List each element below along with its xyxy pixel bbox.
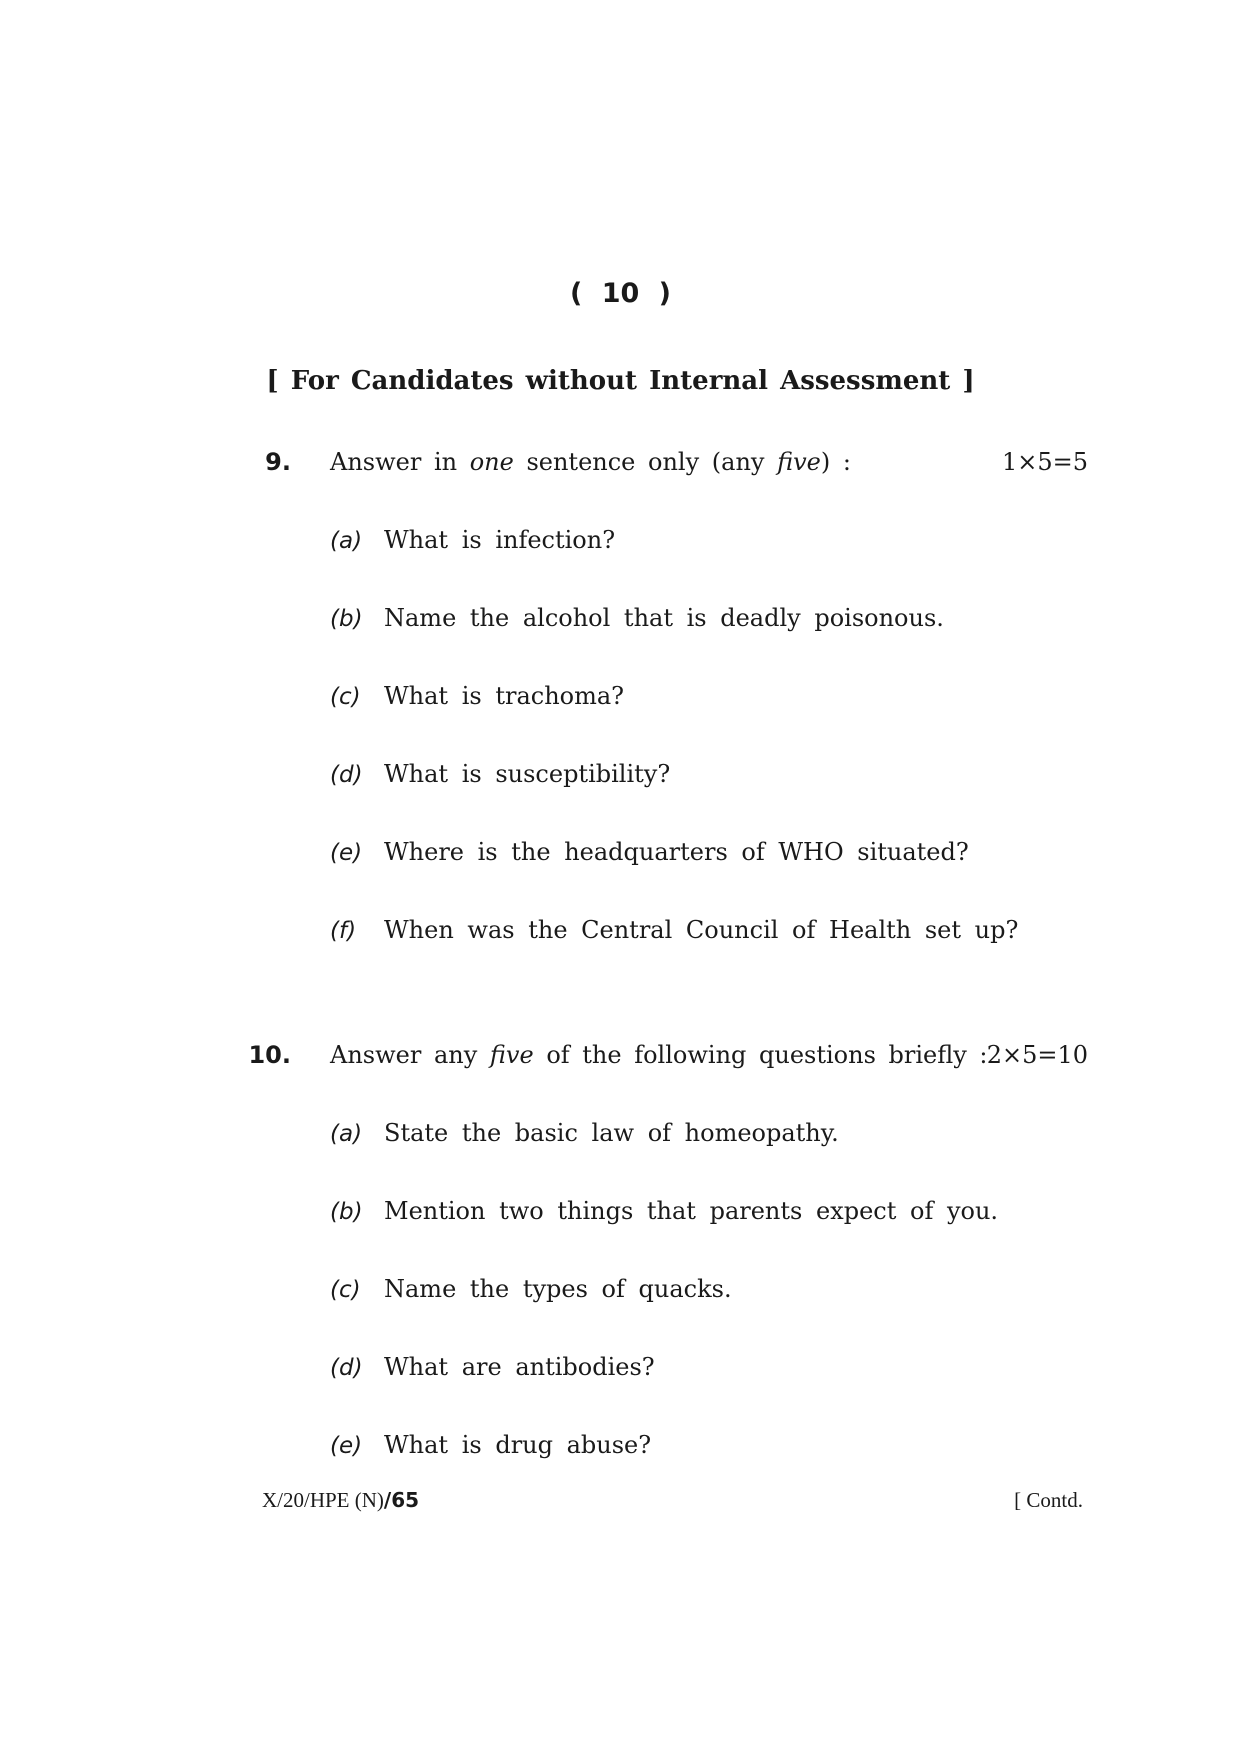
sub-question <box>330 676 624 716</box>
page-number: ( 10 ) <box>569 278 672 309</box>
section-heading: [ For Candidates without Internal Assessment ] <box>266 366 975 396</box>
question-instruction: Answer any five of the following questions briefly : <box>330 1041 988 1069</box>
question-10 <box>248 1035 1088 1459</box>
sub-question-label: (c) <box>330 684 361 710</box>
sub-question-text: What is susceptibility? <box>384 760 671 788</box>
sub-question-label: (d) <box>330 762 363 788</box>
question-number: 9. <box>265 448 291 476</box>
question-marks: 2×5=10 <box>986 1041 1088 1069</box>
sub-question-text: Where is the headquarters of WHO situated? <box>384 838 969 866</box>
sub-question <box>330 754 670 794</box>
sub-question-label: (b) <box>330 1199 363 1225</box>
contd-note: [ Contd. <box>1014 1488 1083 1512</box>
sub-question-text: Mention two things that parents expect of you. <box>384 1197 999 1225</box>
sub-question-label: (d) <box>330 1355 363 1381</box>
sub-question <box>330 1425 651 1465</box>
sub-question <box>330 520 615 560</box>
sub-question <box>330 1113 839 1153</box>
sub-question <box>330 1347 655 1387</box>
question-number: 10. <box>248 1041 291 1069</box>
sub-question-text: State the basic law of homeopathy. <box>384 1119 839 1147</box>
sub-question-label: (e) <box>330 840 363 866</box>
sub-question-text: What is infection? <box>384 526 616 554</box>
sub-question <box>330 832 969 872</box>
question-marks: 1×5=5 <box>1001 448 1088 476</box>
question-10-header <box>248 1035 1088 1075</box>
sub-question-text: What are antibodies? <box>384 1353 655 1381</box>
paper-code: X/20/HPE (N)/65 <box>262 1488 420 1512</box>
sub-question <box>330 1191 998 1231</box>
sub-question-label: (a) <box>330 528 363 554</box>
sub-question <box>330 598 944 638</box>
sub-question-label: (e) <box>330 1433 363 1459</box>
sub-question-label: (f) <box>330 918 357 944</box>
sub-question <box>330 1269 732 1309</box>
sub-question-label: (c) <box>330 1277 361 1303</box>
sub-question-text: When was the Central Council of Health set up? <box>384 916 1019 944</box>
sub-question-text: What is trachoma? <box>384 682 625 710</box>
question-9-header <box>265 442 1088 482</box>
sub-question-text: Name the types of quacks. <box>384 1275 732 1303</box>
sub-question-label: (a) <box>330 1121 363 1147</box>
sub-question-label: (b) <box>330 606 363 632</box>
sub-question <box>330 910 1018 950</box>
question-9 <box>265 442 1088 944</box>
question-instruction: Answer in one sentence only (any five) : <box>330 448 851 476</box>
sub-question-text: What is drug abuse? <box>384 1431 652 1459</box>
sub-question-text: Name the alcohol that is deadly poisonous. <box>384 604 944 632</box>
